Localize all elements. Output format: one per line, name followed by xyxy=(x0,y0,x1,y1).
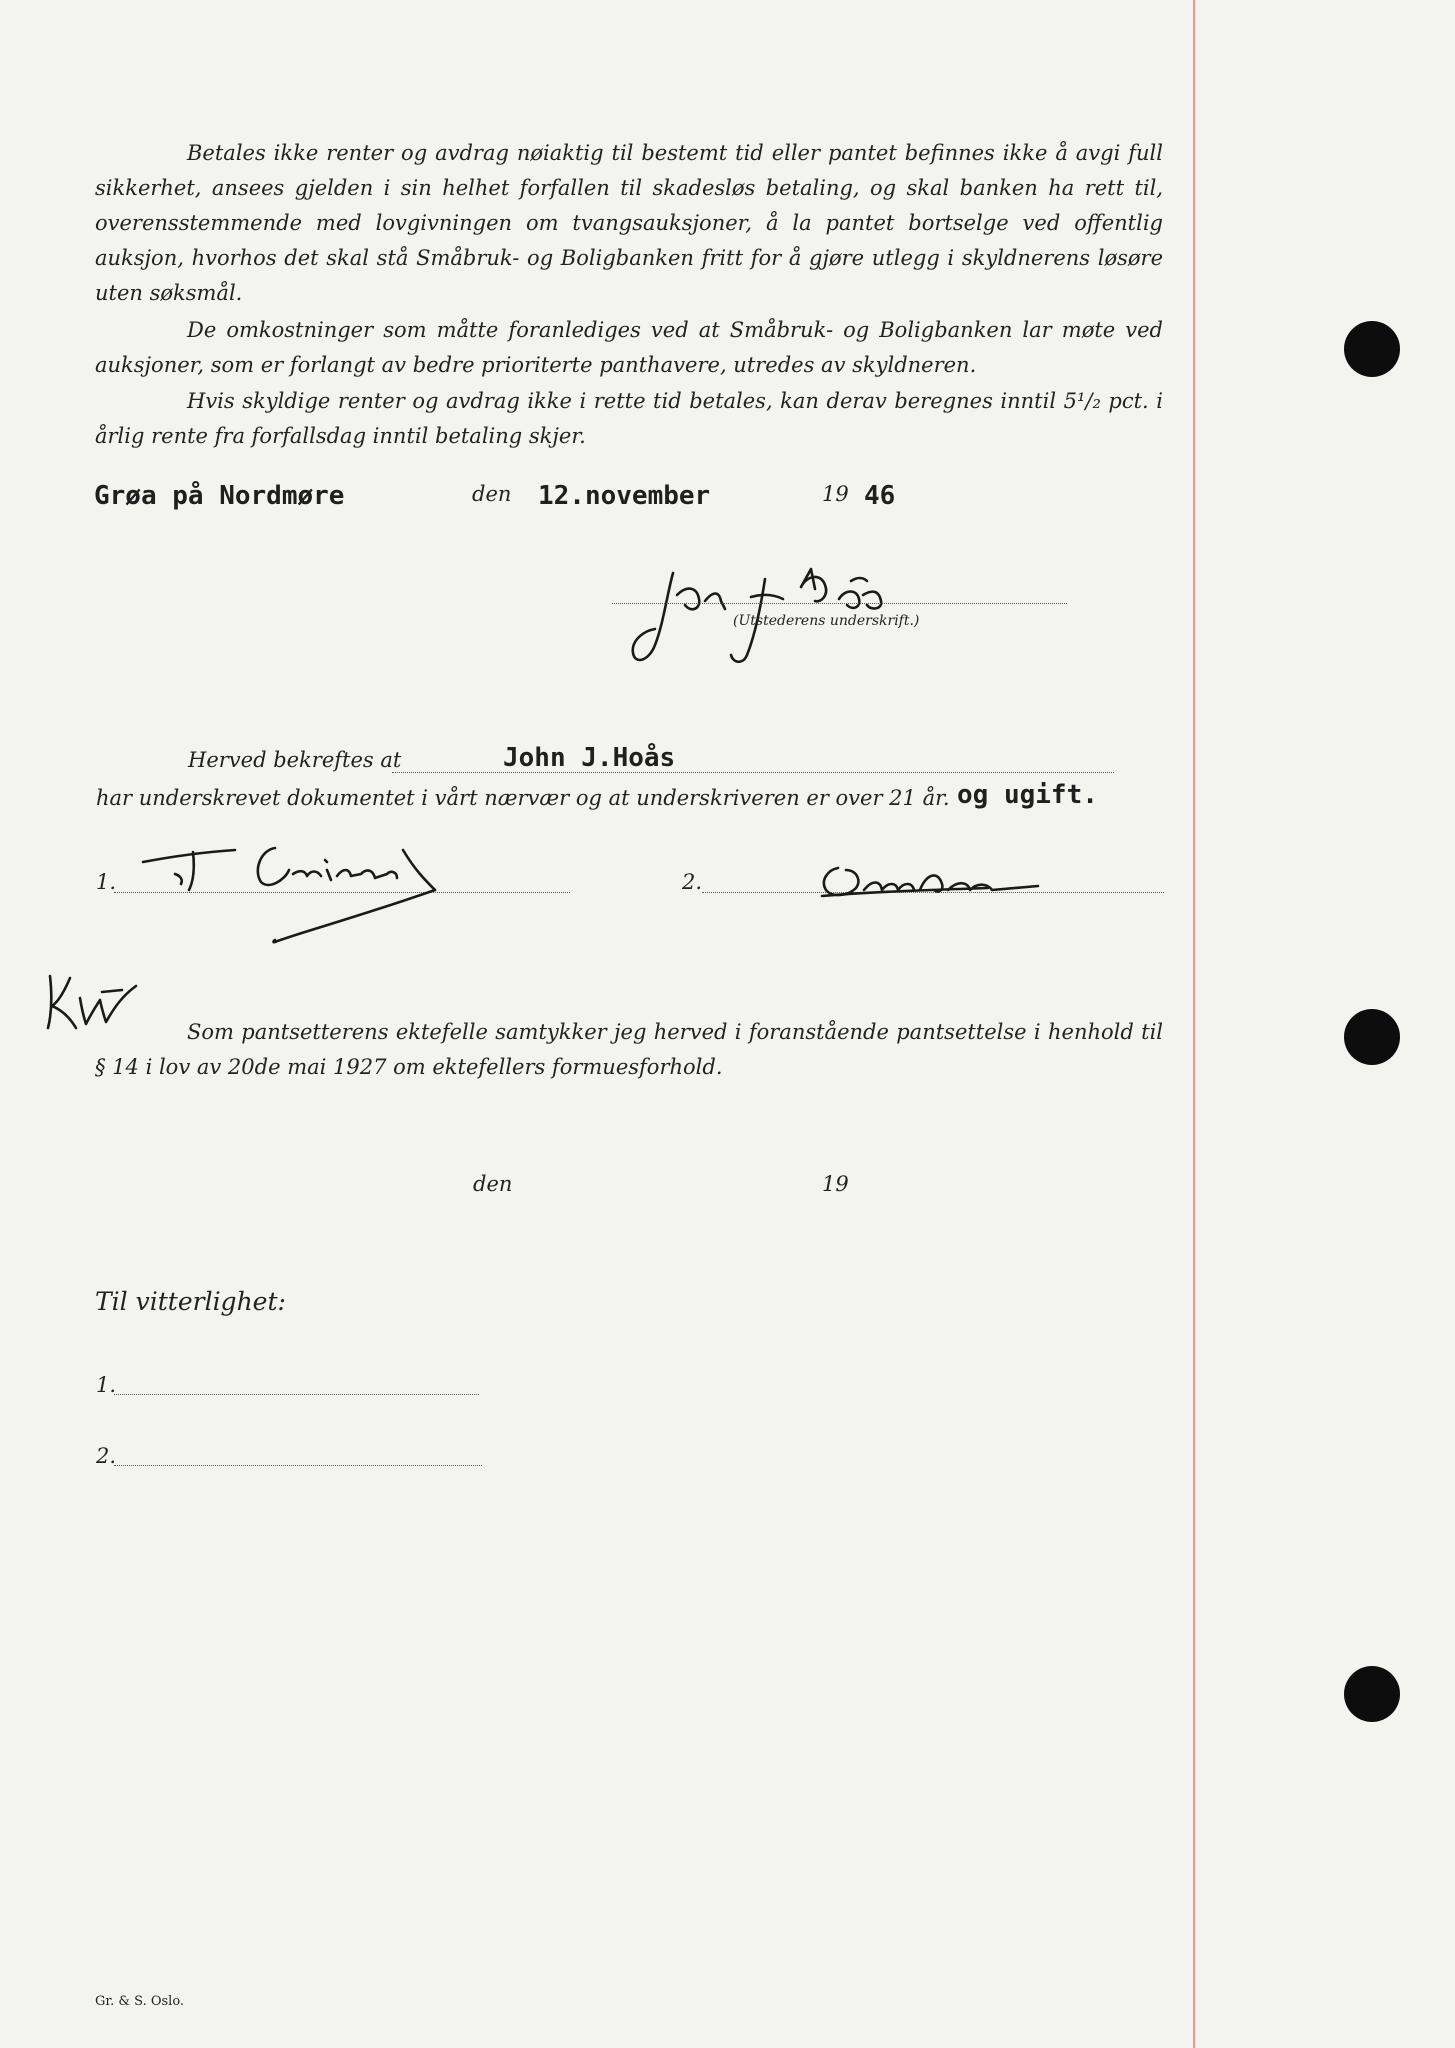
margin-rule xyxy=(1193,0,1195,2048)
til-vitterlighet-heading: Til vitterlighet: xyxy=(95,1287,286,1316)
place-field: Grøa på Nordmøre xyxy=(94,481,345,511)
confirm-statement: har underskrevet dokumentet i vårt nærvær og at underskriveren er over 21 år. xyxy=(96,786,950,810)
marital-status-field: og ugift. xyxy=(957,780,1098,810)
witness-2-signature xyxy=(808,860,1108,915)
confirm-name-line xyxy=(392,772,1114,773)
punch-hole-bottom xyxy=(1344,1666,1400,1722)
interest-clause-paragraph: Hvis skyldige renter og avdrag ikke i rette tid betales, kan derav beregnes inntil 5¹/₂ pct. i årlig rente fra forfallsdag inntil betaling skjer. xyxy=(95,389,1163,448)
confirm-prefix: Herved bekreftes at xyxy=(188,748,402,772)
date-den-label: den xyxy=(472,482,512,506)
default-clause-paragraph: Betales ikke renter og avdrag nøiaktig til bestemt tid eller pantet befinnes ikke å avgi full sikkerhet, ansees gjelden i sin helhet forfallen til skadesløs betaling, og skal banken ha rett til, overensstemmende med lovgivningen om tvangsauksjoner, å la pantet bortselge ved offentlig auksjon, hvorhos det skal stå Småbruk- og Boligbanken fritt for å gjøre utlegg i skyldnerens løsøre uten søksmål. xyxy=(95,141,1163,305)
year-prefix-label: 19 xyxy=(822,482,849,506)
punch-hole-middle xyxy=(1344,1009,1400,1065)
issuer-signature-caption: (Utstederens underskrift.) xyxy=(733,613,920,629)
year-suffix-field: 46 xyxy=(864,481,896,511)
vitne-2-label: 2. xyxy=(96,1444,117,1468)
issuer-signature-line xyxy=(612,603,1067,604)
witness-1-label: 1. xyxy=(96,870,117,894)
witness-2-label: 2. xyxy=(682,870,703,894)
punch-hole-top xyxy=(1344,321,1400,377)
spouse-consent-paragraph: Som pantsetterens ektefelle samtykker jeg herved i foranstående pantsettelse i henhold til § 14 i lov av 20de mai 1927 om ektefellers formuesforhold. xyxy=(95,1020,1163,1079)
vitne-1-line xyxy=(114,1394,479,1395)
witness-1-signature xyxy=(135,830,495,955)
confirm-name-field: John J.Hoås xyxy=(503,743,676,773)
spouse-year-label: 19 xyxy=(822,1172,849,1196)
vitne-1-label: 1. xyxy=(96,1373,117,1397)
vitne-2-line xyxy=(114,1465,482,1466)
printer-mark: Gr. & S. Oslo. xyxy=(95,1994,185,2009)
costs-clause-paragraph: De omkostninger som måtte foranlediges ved at Småbruk- og Boligbanken lar møte ved auksjoner, som er forlangt av bedre prioriterte panthavere, utredes av skyldneren. xyxy=(95,318,1163,377)
spouse-date-den-label: den xyxy=(473,1172,513,1196)
date-day-month-field: 12.november xyxy=(538,481,711,511)
